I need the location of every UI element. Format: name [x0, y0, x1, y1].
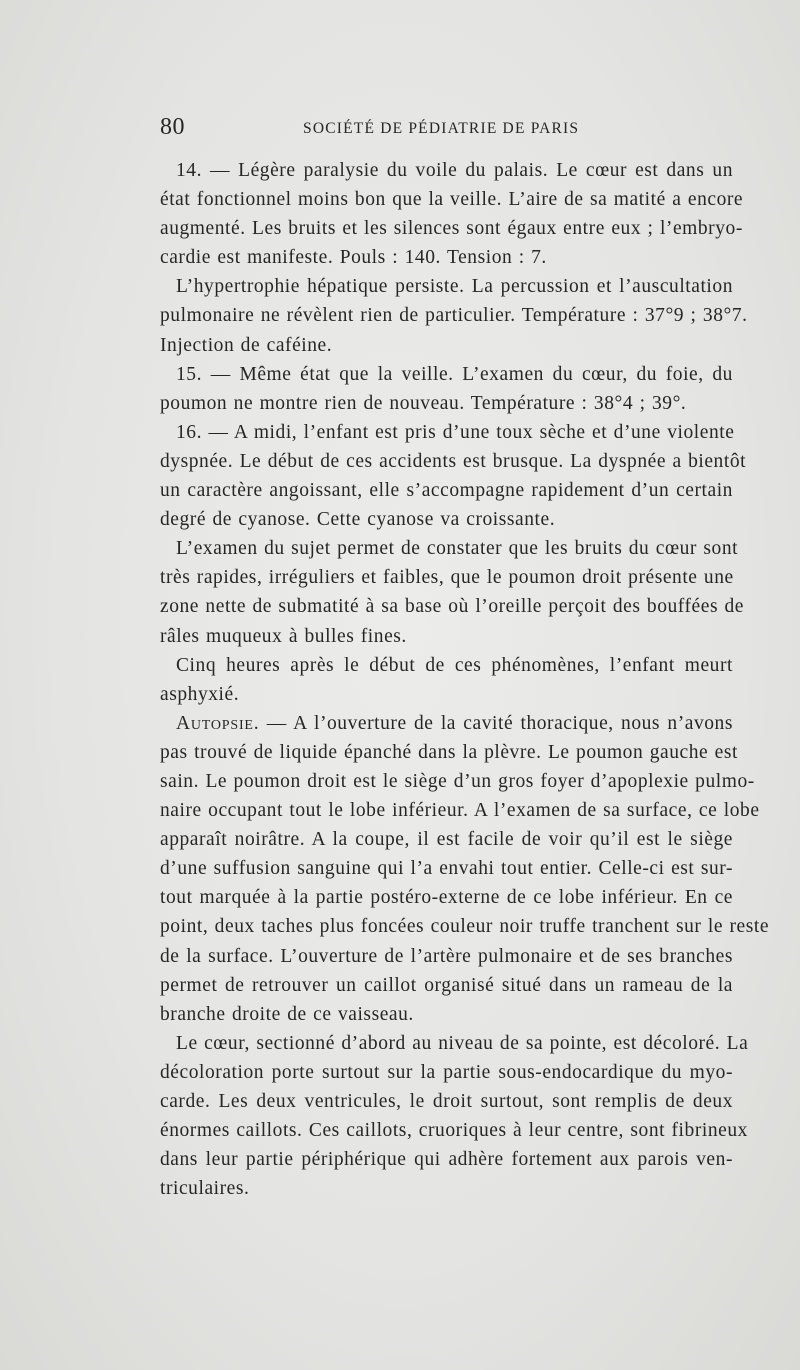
text-line: état fonctionnel moins bon que la veille. L’aire de sa matité a encore — [160, 189, 744, 211]
text-line: triculaires. — [160, 1178, 250, 1200]
text-line: asphyxié. — [160, 683, 240, 705]
page-header — [160, 114, 732, 144]
text-line: naire occupant tout le lobe inférieur. A l’examen de sa surface, ce lobe — [160, 800, 760, 822]
autopsie-label: Autopsie. — [176, 712, 260, 734]
text-line: tout marquée à la partie postéro-externe de ce lobe inférieur. En ce — [160, 887, 733, 909]
text-line: augmenté. Les bruits et les silences sont égaux entre eux ; l’embryo- — [160, 218, 743, 240]
text-line: dans leur partie périphérique qui adhère fortement aux parois ven- — [160, 1149, 733, 1171]
text-line: degré de cyanose. Cette cyanose va croissante. — [160, 509, 556, 531]
text-line: décoloration porte surtout sur la partie sous-endocardique du myo- — [160, 1061, 733, 1083]
text-line: sain. Le poumon droit est le siège d’un gros foyer d’apoplexie pulmo- — [160, 770, 755, 792]
text-line: pulmonaire ne révèlent rien de particulier. Température : 37°9 ; 38°7. — [160, 305, 748, 327]
text-line: de la surface. L’ouverture de l’artère pulmonaire et de ses branches — [160, 945, 733, 967]
text-line: cardie est manifeste. Pouls : 140. Tension : 7. — [160, 247, 547, 269]
text-line: permet de retrouver un caillot organisé situé dans un rameau de la — [160, 974, 733, 996]
text-line: Cinq heures après le début de ces phénomènes, l’enfant meurt — [176, 654, 733, 676]
text-line: carde. Les deux ventricules, le droit surtout, sont remplis de deux — [160, 1091, 733, 1112]
text-line-autopsie — [160, 709, 733, 738]
text-line: un caractère angoissant, elle s’accompagne rapidement d’un certain — [160, 480, 733, 502]
text-line: L’hypertrophie hépatique persiste. La percussion et l’auscultation — [176, 276, 733, 298]
text-line: poumon ne montre rien de nouveau. Température : 38°4 ; 39°. — [160, 392, 687, 414]
text-line: 16. — A midi, l’enfant est pris d’une toux sèche et d’une violente — [176, 421, 735, 443]
text-line: dyspnée. Le début de ces accidents est brusque. La dyspnée a bientôt — [160, 450, 747, 472]
text-line: L’examen du sujet permet de constater que les bruits du cœur sont — [176, 538, 739, 560]
text-line: zone nette de submatité à sa base où l’oreille perçoit des bouffées de — [160, 596, 745, 618]
text-line: Le cœur, sectionné d’abord au niveau de sa pointe, est décoloré. La — [176, 1032, 749, 1054]
text-line: pas trouvé de liquide épanché dans la plèvre. Le poumon gauche est — [160, 741, 738, 763]
text-line: Injection de caféine. — [160, 334, 333, 356]
running-title: SOCIÉTÉ DE PÉDIATRIE DE PARIS — [303, 120, 580, 137]
text-line: d’une suffusion sanguine qui l’a envahi tout entier. Celle-ci est sur- — [160, 858, 733, 880]
text-line: énormes caillots. Ces caillots, cruoriques à leur centre, sont fibrineux — [160, 1120, 748, 1142]
text-line: très rapides, irréguliers et faibles, que le poumon droit présente une — [160, 567, 734, 589]
text-line: 15. — Même état que la veille. L’examen du cœur, du foie, du — [176, 363, 733, 385]
page-number: 80 — [160, 114, 185, 140]
text-line: râles muqueux à bulles fines. — [160, 625, 407, 647]
text-line: point, deux taches plus foncées couleur noir truffe tranchent sur le reste — [160, 916, 770, 938]
text-line: branche droite de ce vaisseau. — [160, 1003, 414, 1025]
text-line: 14. — Légère paralysie du voile du palais. Le cœur est dans un — [176, 160, 733, 181]
autopsie-text: — A l’ouverture de la cavité thoracique, nous n’avons — [266, 712, 733, 734]
text-line: apparaît noirâtre. A la coupe, il est facile de voir qu’il est le siège — [160, 829, 733, 851]
body-text — [160, 156, 770, 1203]
